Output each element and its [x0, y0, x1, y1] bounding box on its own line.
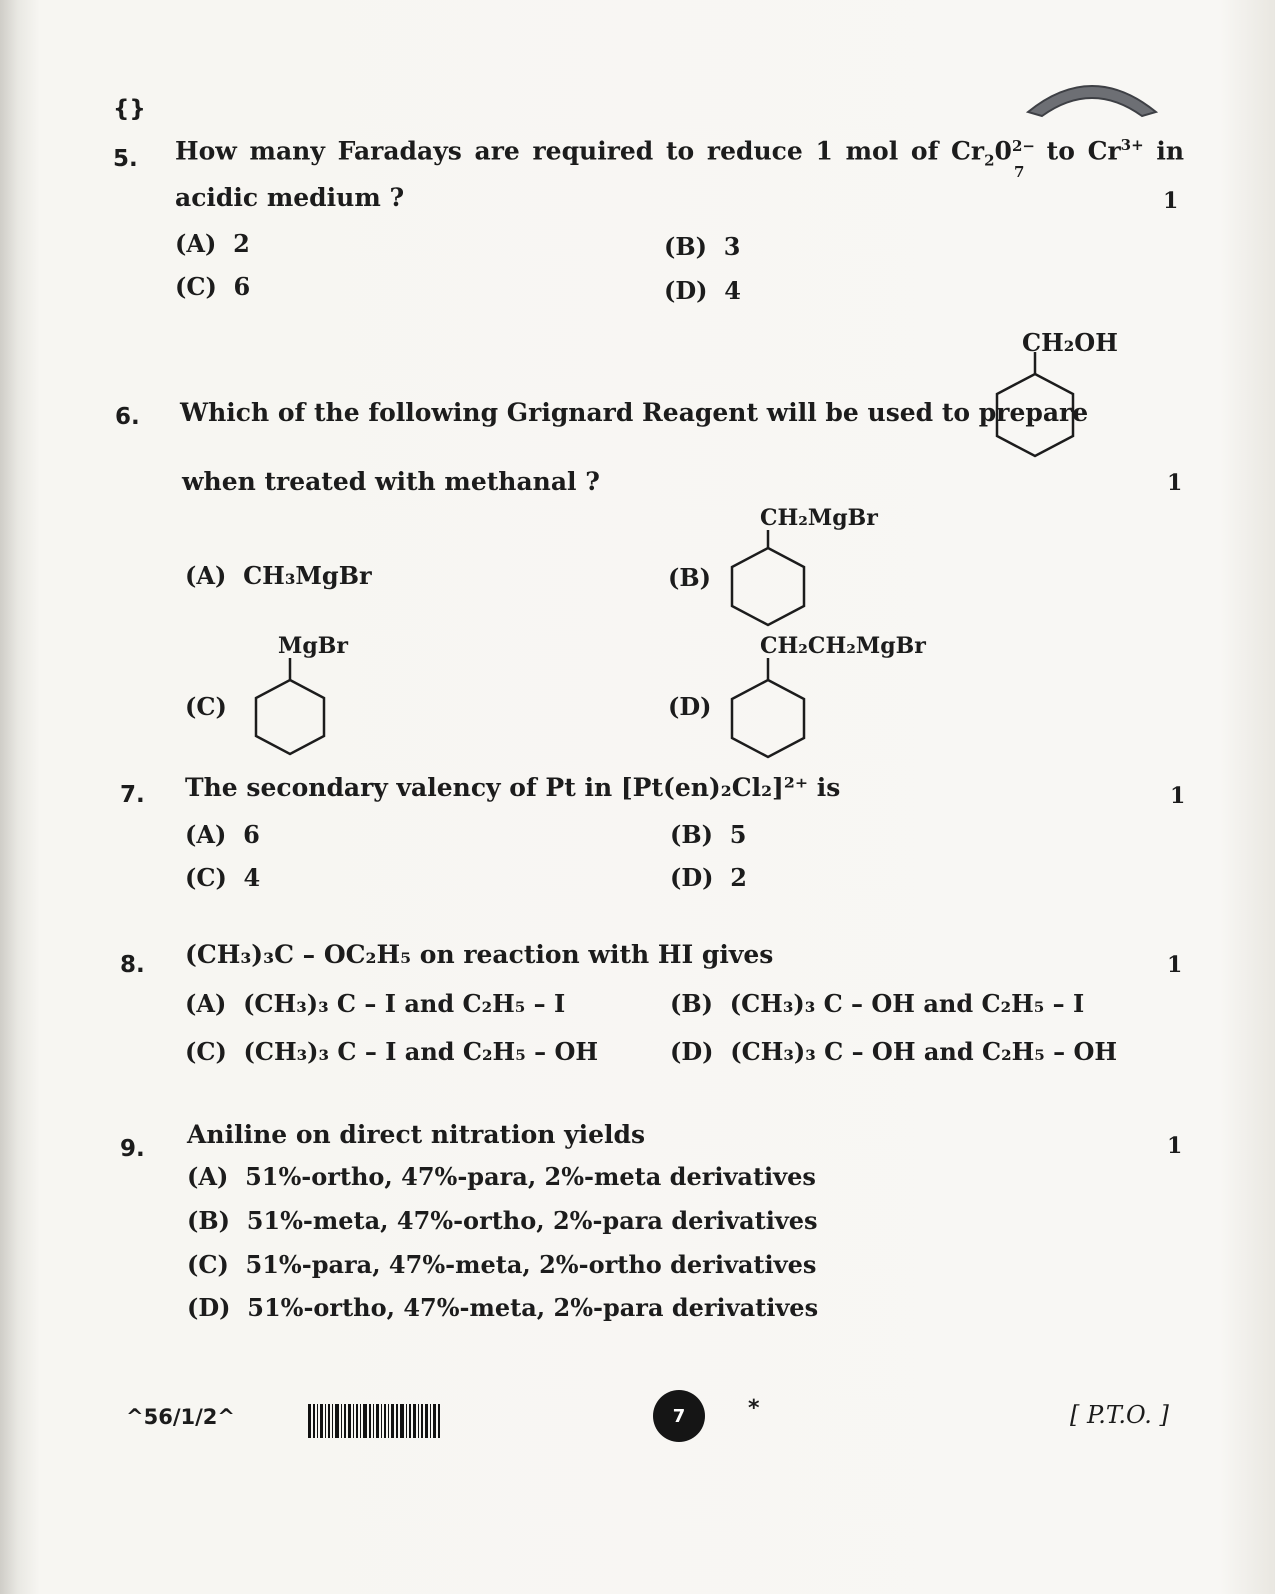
- option-value: 51%-meta, 47%-ortho, 2%-para derivatives: [246, 1206, 818, 1235]
- q6-structure-label: CH₂OH: [1022, 328, 1118, 357]
- option-value: (CH₃)₃ C – I and C₂H₅ – I: [243, 989, 566, 1018]
- q7-option-a[interactable]: [185, 820, 260, 849]
- option-label: (A): [187, 1162, 229, 1191]
- question-9-text: Aniline on direct nitration yields: [187, 1120, 646, 1149]
- pto-label: [ P.T.O. ]: [1070, 1401, 1169, 1429]
- q6-option-c-formula: MgBr: [278, 633, 348, 659]
- question-6-line2: when treated with methanal ?: [182, 467, 600, 496]
- q9-option-d[interactable]: [187, 1293, 818, 1322]
- q6-option-b-ring: [728, 530, 812, 632]
- question-5-text: How many Faradays are required to reduce 1 mol of $Cr_20$ 2− 7 to $Cr^{3+}$ in: [175, 136, 1185, 182]
- option-value: 5: [729, 820, 747, 849]
- question-6-marks: 1: [1167, 470, 1183, 496]
- option-value: (CH₃)₃ C – OH and C₂H₅ – I: [729, 989, 1085, 1018]
- option-value: CH₃MgBr: [243, 561, 372, 590]
- q6-option-c[interactable]: (C): [185, 692, 227, 721]
- option-label: (A): [185, 561, 227, 590]
- question-8-text: (CH₃)₃C – OC₂H₅ on reaction with HI gives: [185, 940, 774, 969]
- question-5-text-part2: 0: [994, 136, 1012, 166]
- q6-option-d-formula: CH₂CH₂MgBr: [760, 633, 926, 659]
- option-label: (D): [670, 1037, 714, 1066]
- option-label: (A): [185, 989, 227, 1018]
- option-value: 4: [243, 863, 261, 892]
- q7-option-b[interactable]: [670, 820, 746, 849]
- q5-option-d[interactable]: [664, 276, 741, 305]
- option-label: (B): [670, 989, 713, 1018]
- question-9-marks: 1: [1167, 1133, 1183, 1159]
- question-7-marks: 1: [1170, 783, 1186, 809]
- question-7-text: The secondary valency of Pt in [Pt(en)₂Cl₂]²⁺ is: [185, 773, 841, 802]
- option-label: (D): [187, 1293, 231, 1322]
- q8-option-c[interactable]: [185, 1037, 598, 1066]
- option-value: 51%-para, 47%-meta, 2%-ortho derivatives: [245, 1250, 817, 1279]
- top-mark: {}: [113, 96, 146, 122]
- q9-option-a[interactable]: [187, 1162, 816, 1191]
- q5-option-b[interactable]: [664, 232, 740, 261]
- option-value: (CH₃)₃ C – OH and C₂H₅ – OH: [730, 1037, 1118, 1066]
- q6-option-b[interactable]: (B): [668, 563, 711, 592]
- option-label: (B): [187, 1206, 230, 1235]
- option-label: (D): [670, 863, 714, 892]
- option-value: 51%-ortho, 47%-meta, 2%-para derivatives: [247, 1293, 819, 1322]
- q9-option-c[interactable]: [187, 1250, 816, 1279]
- option-label: (C): [187, 1250, 229, 1279]
- option-label: (A): [185, 820, 227, 849]
- barcode-graphic: [308, 1404, 442, 1438]
- option-label: (C): [175, 272, 217, 301]
- option-label: (B): [664, 232, 707, 261]
- q7-option-c[interactable]: [185, 863, 260, 892]
- question-5-text-part4: in: [1156, 136, 1185, 166]
- paper-code: ^56/1/2^: [126, 1405, 235, 1429]
- page-number-badge: 7: [653, 1390, 705, 1442]
- q8-option-a[interactable]: [185, 989, 565, 1018]
- question-5-line2: acidic medium ?: [175, 183, 405, 212]
- q6-option-c-ring: [250, 658, 330, 766]
- option-value: 51%-ortho, 47%-para, 2%-meta derivatives: [245, 1162, 816, 1191]
- option-value: 3: [723, 232, 741, 261]
- star-mark: *: [748, 1396, 760, 1421]
- question-8-marks: 1: [1167, 952, 1183, 978]
- question-5-text-part1: How many Faradays are required to reduce 1 mol of Cr: [175, 136, 985, 166]
- question-8-number: 8.: [120, 952, 145, 978]
- q6-option-a[interactable]: [185, 561, 372, 590]
- q6-option-d-ring: [728, 658, 812, 766]
- q7-option-d[interactable]: [670, 863, 747, 892]
- question-5-text-part3: to Cr: [1046, 136, 1121, 166]
- question-5-marks: 1: [1163, 188, 1179, 214]
- q6-option-b-formula: CH₂MgBr: [760, 505, 878, 531]
- option-value: 2: [730, 863, 747, 892]
- option-label: (B): [670, 820, 713, 849]
- question-6-text: Which of the following Grignard Reagent will be used to prepare: [180, 398, 1089, 427]
- question-9-number: 9.: [120, 1136, 145, 1162]
- binder-clip-graphic: [1024, 74, 1160, 124]
- option-label: (A): [175, 229, 217, 258]
- option-label: (C): [185, 863, 227, 892]
- question-5-number: 5.: [113, 146, 138, 172]
- option-value: 2: [233, 229, 250, 258]
- option-value: 6: [233, 272, 251, 301]
- question-7-number: 7.: [120, 782, 145, 808]
- question-6-number: 6.: [115, 404, 140, 430]
- option-value: 6: [243, 820, 260, 849]
- q5-option-a[interactable]: [175, 229, 250, 258]
- option-label: (D): [664, 276, 708, 305]
- q8-option-d[interactable]: [670, 1037, 1117, 1066]
- option-value: 4: [724, 276, 741, 305]
- q6-option-d[interactable]: (D): [668, 692, 712, 721]
- q8-option-b[interactable]: [670, 989, 1084, 1018]
- q9-option-b[interactable]: [187, 1206, 818, 1235]
- option-value: (CH₃)₃ C – I and C₂H₅ – OH: [243, 1037, 599, 1066]
- option-label: (C): [185, 1037, 227, 1066]
- q5-option-c[interactable]: [175, 272, 250, 301]
